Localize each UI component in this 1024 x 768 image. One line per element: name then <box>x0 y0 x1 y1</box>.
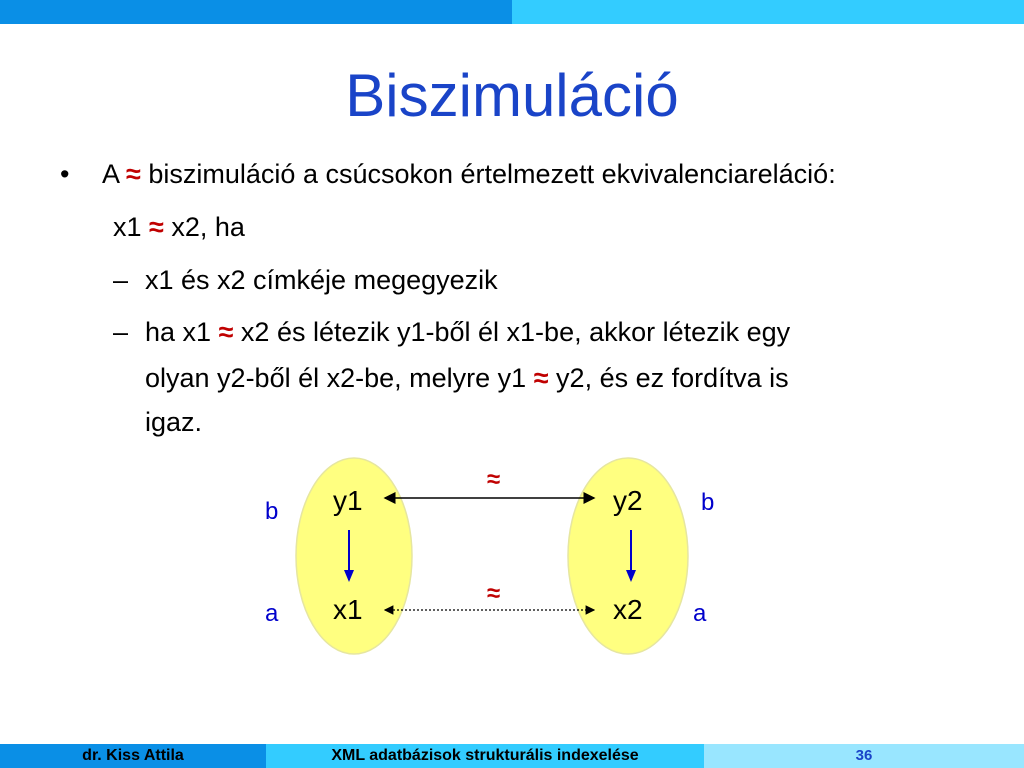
line-2-a: x1 <box>113 212 142 242</box>
item-2-l2-a: olyan y2-ből él x2-be, melyre y1 <box>145 363 527 393</box>
approx-symbol: ≈ <box>218 317 234 347</box>
approx-symbol: ≈ <box>149 212 164 242</box>
dash-icon: – <box>113 265 129 295</box>
item-2-line-3: igaz. <box>145 407 203 437</box>
edge-label-right-a: a <box>693 600 707 627</box>
item-2-l1-b: x2 és létezik y1-ből él x1-be, akkor létezik egy <box>240 317 791 347</box>
approx-symbol-top: ≈ <box>487 466 501 493</box>
approx-symbol: ≈ <box>126 159 141 189</box>
edge-label-right-b: b <box>701 489 715 516</box>
dash-icon: – <box>113 317 129 347</box>
bullet-icon: • <box>60 159 70 189</box>
edge-label-left-b: b <box>265 498 279 525</box>
line-2-b: x2, ha <box>171 212 245 242</box>
edge-label-left-a: a <box>265 600 279 627</box>
line-1-a: A <box>102 159 119 189</box>
footer <box>0 744 1024 768</box>
slide-title: Biszimuláció <box>345 62 679 129</box>
item-2-l1-a: ha x1 <box>145 317 212 347</box>
approx-symbol-bottom: ≈ <box>487 580 501 607</box>
node-x1: x1 <box>333 594 363 625</box>
footer-course-title: XML adatbázisok strukturális indexelése <box>266 744 704 768</box>
item-2-l2-b: y2, és ez fordítva is <box>556 363 789 393</box>
footer-author: dr. Kiss Attila <box>0 744 266 768</box>
node-y2: y2 <box>613 485 643 516</box>
node-y1: y1 <box>333 485 363 516</box>
item-1: x1 és x2 címkéje megegyezik <box>145 265 498 295</box>
footer-page-number: 36 <box>704 744 1024 768</box>
node-x2: x2 <box>613 594 643 625</box>
line-1-b: biszimuláció a csúcsokon értelmezett ekvivalenciareláció: <box>148 159 836 189</box>
approx-symbol: ≈ <box>533 363 549 393</box>
